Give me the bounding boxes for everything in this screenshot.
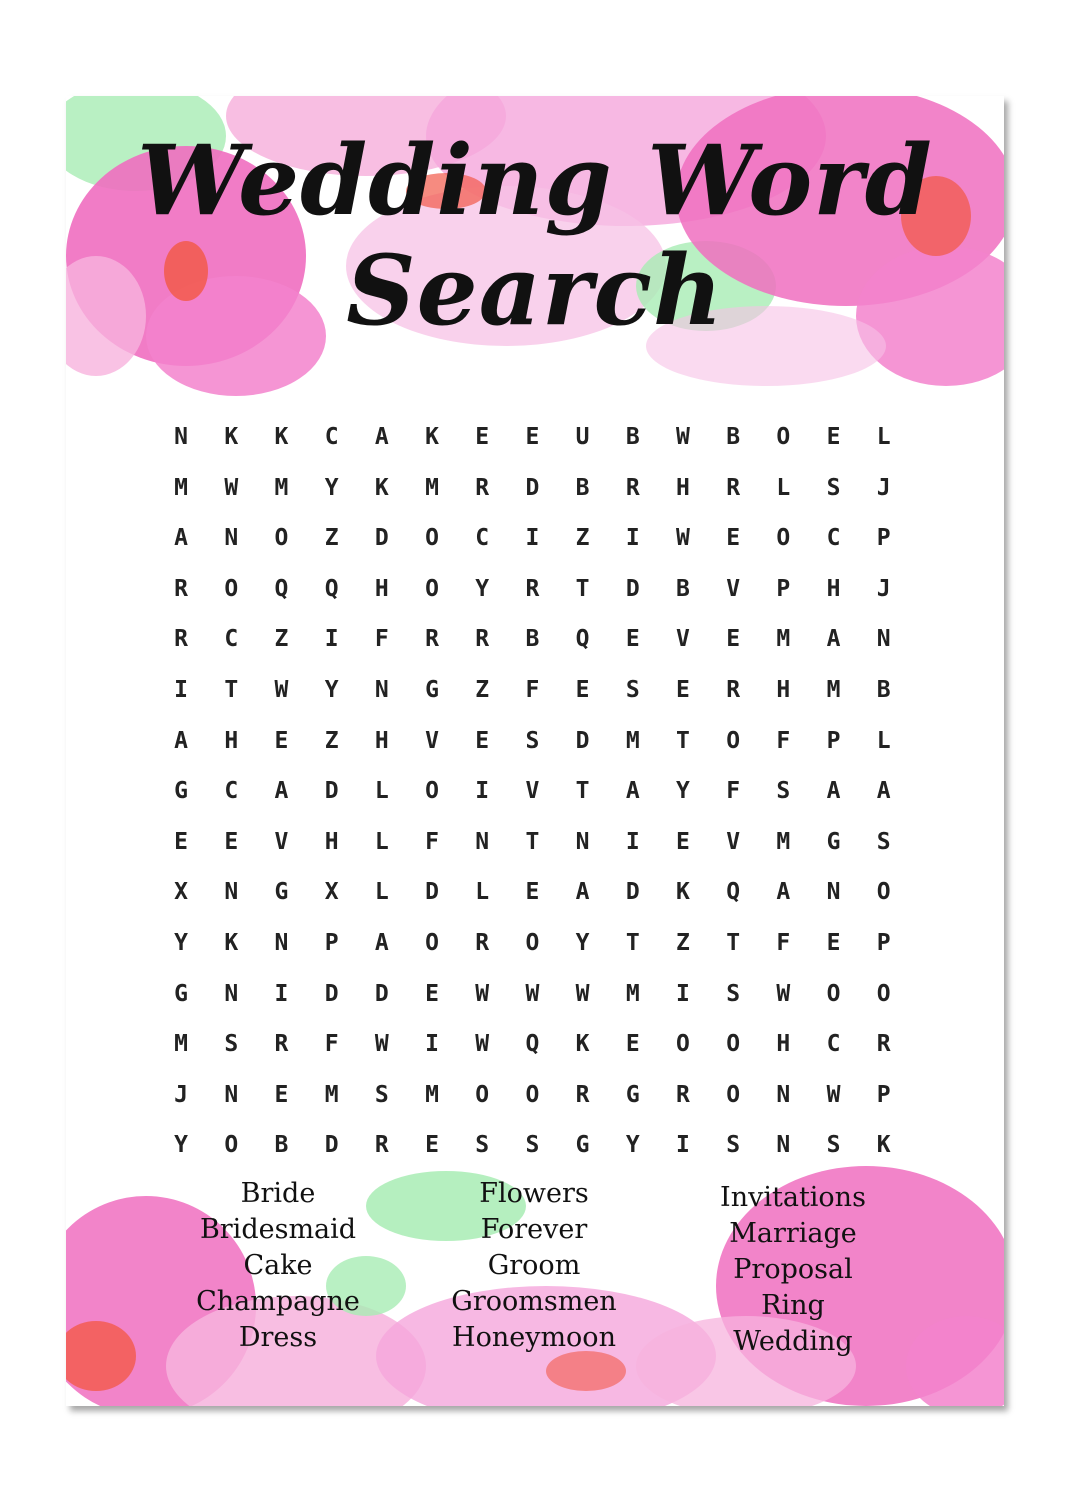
grid-letter: W (224, 474, 239, 501)
word-item: Groomsmen (451, 1286, 617, 1317)
grid-letter: L (876, 424, 891, 450)
grid-letter: J (876, 474, 891, 501)
grid-letter: N (776, 1132, 791, 1159)
grid-letter: Y (575, 929, 590, 956)
grid-letter: Z (475, 676, 490, 703)
grid-letter: D (575, 727, 590, 754)
grid-letter: A (625, 778, 640, 805)
grid-letter: O (826, 980, 841, 1007)
grid-letter: B (525, 626, 540, 653)
grid-letter: M (625, 727, 640, 754)
grid-letter: E (425, 1132, 439, 1159)
grid-letter: Y (625, 1132, 640, 1159)
grid-letter: D (374, 980, 389, 1007)
grid-letter: E (726, 525, 741, 552)
grid-letter: C (224, 778, 239, 805)
grid-letter: I (625, 525, 640, 552)
grid-letter: T (575, 575, 590, 602)
page-title (66, 126, 1004, 346)
grid-letter: S (475, 1132, 490, 1159)
word-column-2 (404, 1176, 664, 1356)
grid-letter: E (525, 424, 540, 450)
grid-letter: F (374, 626, 389, 653)
grid-letter: U (575, 424, 590, 450)
grid-letter: N (374, 676, 389, 703)
grid-letter: M (625, 980, 640, 1007)
grid-letter: Z (676, 929, 690, 956)
grid-letter: B (625, 424, 640, 450)
word-column-3 (663, 1180, 923, 1360)
grid-letter: R (475, 626, 490, 653)
grid-letter: M (425, 1081, 439, 1108)
grid-letter: M (274, 474, 289, 501)
grid-letter: L (374, 879, 389, 906)
grid-letter: A (876, 778, 891, 805)
grid-letter: E (726, 626, 741, 653)
grid-letter: N (876, 626, 891, 653)
grid-letter: A (174, 727, 189, 754)
grid-letter: H (374, 575, 389, 602)
word-item: Invitations (720, 1182, 866, 1213)
grid-letter: A (776, 879, 791, 906)
grid-letter: A (374, 424, 389, 450)
grid-letter: W (274, 676, 289, 703)
grid-letter: N (224, 525, 239, 552)
grid-letter: R (274, 1031, 289, 1058)
grid-letter: M (776, 828, 791, 855)
word-item: Flowers (479, 1178, 589, 1209)
grid-letter: N (826, 879, 841, 906)
grid-letter: H (374, 727, 389, 754)
grid-letter: J (876, 575, 891, 602)
grid-letter: S (776, 778, 791, 805)
grid-letter: K (374, 474, 389, 501)
grid-letter: B (726, 424, 741, 450)
grid-letter: S (876, 828, 891, 855)
word-item: Honeymoon (452, 1322, 616, 1353)
letter-grid (156, 412, 909, 1171)
word-item: Dress (238, 1322, 318, 1353)
grid-letter: F (425, 828, 439, 855)
grid-letter: W (475, 980, 490, 1007)
grid-letter: I (324, 626, 339, 653)
grid-letter: E (676, 828, 690, 855)
grid-letter: D (374, 525, 389, 552)
grid-letter: A (374, 929, 389, 956)
grid-letter: O (876, 980, 891, 1007)
grid-letter: N (575, 828, 590, 855)
grid-letter: R (726, 474, 741, 501)
word-item: Cake (243, 1250, 313, 1281)
grid-letter: K (425, 424, 439, 450)
grid-letter: E (575, 676, 590, 703)
grid-letter: N (776, 1081, 791, 1108)
grid-letter: R (625, 474, 640, 501)
grid-letter: F (726, 778, 741, 805)
grid-letter: N (224, 980, 239, 1007)
grid-letter: H (324, 828, 339, 855)
grid-letter: O (224, 1132, 239, 1159)
word-item: Bride (240, 1178, 316, 1209)
grid-letter: E (676, 676, 690, 703)
grid-letter: G (274, 879, 289, 906)
grid-letter: P (876, 929, 891, 956)
grid-letter: S (726, 980, 741, 1007)
grid-letter: T (224, 676, 239, 703)
word-list (66, 1176, 1004, 1376)
grid-letter: X (174, 879, 189, 906)
grid-letter: I (274, 980, 289, 1007)
grid-letter: G (625, 1081, 640, 1108)
grid-letter: W (776, 980, 791, 1007)
grid-letter: K (274, 424, 289, 450)
grid-letter: R (475, 929, 490, 956)
grid-letter: K (224, 424, 239, 450)
grid-letter: E (174, 828, 189, 855)
grid-letter: R (425, 626, 439, 653)
grid-letter: Q (324, 575, 339, 602)
grid-letter: C (475, 525, 490, 552)
grid-letter: R (475, 474, 490, 501)
grid-letter: B (876, 676, 891, 703)
grid-letter: I (625, 828, 640, 855)
word-item: Ring (761, 1290, 825, 1321)
grid-letter: S (525, 727, 540, 754)
grid-letter: L (876, 727, 891, 754)
grid-letter: V (726, 828, 741, 855)
grid-letter: F (525, 676, 540, 703)
grid-letter: X (324, 879, 339, 906)
grid-letter: O (676, 1031, 690, 1058)
grid-letter: T (525, 828, 540, 855)
word-item: Bridesmaid (199, 1214, 357, 1245)
grid-letter: I (525, 525, 540, 552)
grid-letter: E (826, 424, 841, 450)
word-item: Groom (487, 1250, 581, 1281)
grid-letter: D (324, 778, 339, 805)
grid-letter: O (224, 575, 239, 602)
grid-letter: Y (174, 1132, 189, 1159)
grid-letter: W (676, 424, 690, 450)
grid-letter: T (575, 778, 590, 805)
grid-letter: S (625, 676, 640, 703)
grid-letter: A (274, 778, 289, 805)
grid-letter: Q (726, 879, 741, 906)
grid-letter: O (776, 424, 791, 450)
grid-letter: M (174, 1031, 189, 1058)
grid-letter: E (826, 929, 841, 956)
grid-letter: M (776, 626, 791, 653)
grid-letter: J (174, 1081, 189, 1108)
grid-letter: G (425, 676, 439, 703)
grid-letter: R (174, 626, 189, 653)
grid-letter: W (374, 1031, 389, 1058)
title-line-1: Wedding Word (137, 124, 933, 237)
grid-letter: R (575, 1081, 590, 1108)
grid-letter: P (826, 727, 841, 754)
grid-letter: Y (475, 575, 490, 602)
grid-letter: Q (575, 626, 590, 653)
grid-letter: I (676, 1132, 690, 1159)
grid-letter: N (274, 929, 289, 956)
grid-letter: A (575, 879, 590, 906)
grid-letter: R (525, 575, 540, 602)
grid-letter: L (374, 778, 389, 805)
grid-letter: S (224, 1031, 239, 1058)
grid-letter: Y (324, 474, 339, 501)
grid-letter: P (876, 525, 891, 552)
grid-letter: K (676, 879, 690, 906)
grid-letter: C (224, 626, 239, 653)
grid-letter: H (826, 575, 841, 602)
grid-letter: N (174, 424, 189, 450)
grid-letter: O (475, 1081, 490, 1108)
grid-letter: I (475, 778, 490, 805)
grid-letter: E (425, 980, 439, 1007)
grid-letter: E (224, 828, 239, 855)
grid-letter: O (726, 727, 741, 754)
grid-letter: G (826, 828, 841, 855)
grid-letter: Z (575, 525, 590, 552)
word-item: Marriage (729, 1218, 857, 1249)
grid-letter: R (374, 1132, 389, 1159)
grid-letter: O (525, 929, 540, 956)
word-item: Proposal (733, 1254, 853, 1285)
grid-letter: E (475, 727, 490, 754)
grid-letter: P (876, 1081, 891, 1108)
grid-letter: E (274, 1081, 289, 1108)
grid-letter: C (826, 525, 841, 552)
grid-letter: N (224, 879, 239, 906)
title-line-2: Search (346, 234, 724, 347)
grid-letter: O (425, 525, 439, 552)
grid-letter: P (324, 929, 339, 956)
grid-letter: O (425, 575, 439, 602)
grid-letter: S (826, 1132, 841, 1159)
grid-letter: V (676, 626, 690, 653)
grid-letter: V (726, 575, 741, 602)
grid-letter: Z (324, 525, 339, 552)
grid-letter: H (676, 474, 690, 501)
grid-letter: Z (274, 626, 289, 653)
grid-letter: N (475, 828, 490, 855)
grid-letter: F (776, 727, 791, 754)
grid-letter: B (274, 1132, 289, 1159)
grid-letter: V (525, 778, 540, 805)
grid-letter: D (324, 1132, 339, 1159)
grid-letter: M (826, 676, 841, 703)
grid-letter: C (826, 1031, 841, 1058)
grid-letter: Y (324, 676, 339, 703)
word-item: Forever (480, 1214, 588, 1245)
grid-letter: H (776, 1031, 791, 1058)
grid-letter: O (876, 879, 891, 906)
grid-letter: Q (274, 575, 289, 602)
grid-letter: E (625, 626, 640, 653)
grid-letter: D (525, 474, 540, 501)
grid-letter: S (726, 1132, 741, 1159)
grid-letter: Z (324, 727, 339, 754)
grid-letter: L (374, 828, 389, 855)
grid-letter: L (475, 879, 490, 906)
grid-letter: K (876, 1132, 891, 1159)
grid-letter: G (174, 778, 189, 805)
grid-letter: A (826, 626, 841, 653)
grid-letter: D (625, 879, 640, 906)
grid-letter: V (425, 727, 439, 754)
grid-letter: C (324, 424, 339, 450)
grid-letter: G (174, 980, 189, 1007)
grid-letter: R (676, 1081, 690, 1108)
word-column-1 (148, 1176, 408, 1356)
grid-letter: M (324, 1081, 339, 1108)
grid-letter: O (776, 525, 791, 552)
grid-letter: W (525, 980, 540, 1007)
word-item: Wedding (733, 1326, 853, 1357)
grid-letter: I (174, 676, 189, 703)
grid-letter: H (776, 676, 791, 703)
grid-letter: S (826, 474, 841, 501)
grid-letter: T (676, 727, 690, 754)
grid-letter: D (625, 575, 640, 602)
grid-letter: Q (525, 1031, 540, 1058)
grid-letter: D (324, 980, 339, 1007)
grid-letter: Y (174, 929, 189, 956)
grid-letter: K (575, 1031, 590, 1058)
word-item: Champagne (196, 1286, 360, 1317)
grid-letter: I (676, 980, 690, 1007)
grid-letter: W (475, 1031, 490, 1058)
grid-letter: N (224, 1081, 239, 1108)
word-search-card (66, 96, 1004, 1406)
grid-letter: E (625, 1031, 640, 1058)
grid-letter: D (425, 879, 439, 906)
grid-letter: O (425, 929, 439, 956)
grid-letter: O (274, 525, 289, 552)
grid-letter: P (776, 575, 791, 602)
grid-letter: R (876, 1031, 891, 1058)
grid-letter: B (676, 575, 690, 602)
grid-letter: A (174, 525, 189, 552)
grid-letter: W (676, 525, 690, 552)
grid-letter: E (274, 727, 289, 754)
grid-letter: W (826, 1081, 841, 1108)
grid-letter: K (224, 929, 239, 956)
grid-letter: M (425, 474, 439, 501)
grid-letter: O (726, 1031, 741, 1058)
grid-letter: M (174, 474, 189, 501)
grid-letter: S (374, 1081, 389, 1108)
grid-letter: Y (676, 778, 690, 805)
grid-letter: E (475, 424, 490, 450)
grid-letter: A (826, 778, 841, 805)
grid-letter: B (575, 474, 590, 501)
grid-letter: R (174, 575, 189, 602)
grid-letter: T (625, 929, 640, 956)
grid-letter: V (274, 828, 289, 855)
grid-letter: O (525, 1081, 540, 1108)
grid-letter: O (726, 1081, 741, 1108)
grid-letter: F (776, 929, 791, 956)
grid-letter: L (776, 474, 791, 501)
grid-letter: I (425, 1031, 439, 1058)
grid-letter: F (324, 1031, 339, 1058)
grid-letter: R (726, 676, 741, 703)
grid-letter: W (575, 980, 590, 1007)
grid-letter: O (425, 778, 439, 805)
grid-letter: T (726, 929, 741, 956)
grid-letter: E (525, 879, 540, 906)
grid-letter: G (575, 1132, 590, 1159)
grid-letter: S (525, 1132, 540, 1159)
grid-letter: H (224, 727, 239, 754)
